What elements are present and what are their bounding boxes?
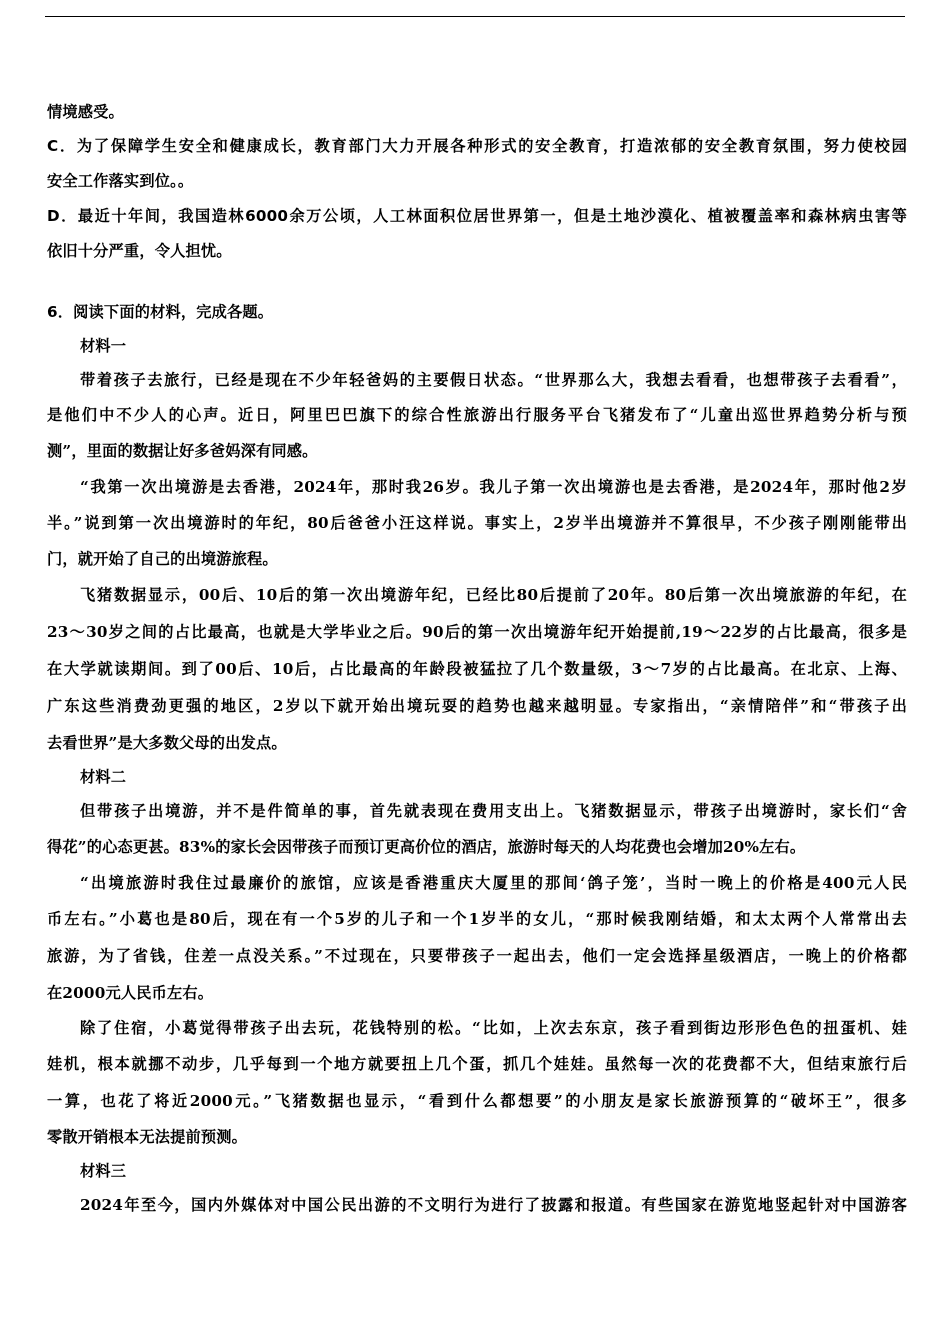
paragraph-line: 去看世界”是大多数父母的出发点。 — [47, 734, 287, 752]
paragraph-line: 在大学就读期间。到了00后、10后，占比最高的年龄段被猛拉了几个数量级，3～7岁的占比最高。在北京、上海、 — [47, 660, 907, 678]
paragraph-line: 2024年至今，国内外媒体对中国公民出游的不文明行为进行了披露和报道。有些国家在游览地竖起针对中国游客 — [80, 1196, 907, 1214]
material-label: 材料三 — [80, 1162, 127, 1180]
paragraph-line: 广东这些消费劲更强的地区，2岁以下就开始出境玩耍的趋势也越来越明显。专家指出，“亲情陪伴”和“带孩子出 — [47, 697, 907, 715]
material-label: 材料一 — [80, 337, 127, 355]
paragraph-line: 半。”说到第一次出境游时的年纪，80后爸爸小汪这样说。事实上，2岁半出境游并不算很早，不少孩子刚刚能带出 — [47, 514, 907, 532]
header-rule — [45, 16, 905, 17]
paragraph-line: 是他们中不少人的心声。近日，阿里巴巴旗下的综合性旅游出行服务平台飞猪发布了“儿童出巡世界趋势分析与预 — [47, 406, 907, 424]
paragraph-line: 除了住宿，小葛觉得带孩子出去玩，花钱特别的松。“比如，上次去东京，孩子看到街边形形色色的扭蛋机、娃 — [80, 1019, 907, 1037]
option-d-line: D．最近十年间，我国造林6000余万公顷，人工林面积位居世界第一，但是土地沙漠化、植被覆盖率和森林病虫害等 — [47, 207, 907, 225]
paragraph-line: “我第一次出境游是去香港，2024年，那时我26岁。我儿子第一次出境游也是去香港，是2024年，那时他2岁 — [80, 478, 907, 496]
paragraph-line: 旅游，为了省钱，住差一点没关系。”不过现在，只要带孩子一起出去，他们一定会选择星级酒店，一晚上的价格都 — [47, 947, 907, 965]
paragraph-line: 门，就开始了自己的出境游旅程。 — [47, 550, 278, 568]
material-label: 材料二 — [80, 768, 127, 786]
paragraph-line: “出境旅游时我住过最廉价的旅馆，应该是香港重庆大厦里的那间‘鸽子笼’，当时一晚上的价格是400元人民 — [80, 874, 907, 892]
paragraph-line: 得花”的心态更甚。83%的家长会因带孩子而预订更高价位的酒店，旅游时每天的人均花费也会增加20%左右。 — [47, 838, 806, 856]
paragraph-line: 一算，也花了将近2000元。”飞猪数据也显示，“看到什么都想要”的小朋友是家长旅游预算的“破坏王”，很多 — [47, 1092, 907, 1110]
text-line: 依旧十分严重，令人担忧。 — [47, 242, 232, 260]
question-heading: 6．阅读下面的材料，完成各题。 — [47, 303, 274, 321]
text-line: 情境感受。 — [47, 103, 124, 121]
text-line: 安全工作落实到位。。 — [47, 172, 194, 190]
paragraph-line: 带着孩子去旅行，已经是现在不少年轻爸妈的主要假日状态。“世界那么大，我想去看看，也想带孩子去看看”， — [80, 371, 907, 389]
paragraph-line: 娃机，根本就挪不动步，几乎每到一个地方就要扭上几个蛋，抓几个娃娃。虽然每一次的花费都不大，但结束旅行后 — [47, 1055, 907, 1073]
paragraph-line: 测”，里面的数据让好多爸妈深有同感。 — [47, 442, 318, 460]
paragraph-line: 23～30岁之间的占比最高，也就是大学毕业之后。90后的第一次出境游年纪开始提前,19～22岁的占比最高，很多是 — [47, 623, 907, 641]
paragraph-line: 但带孩子出境游，并不是件简单的事，首先就表现在费用支出上。飞猪数据显示，带孩子出境游时，家长们“舍 — [80, 802, 907, 820]
paragraph-line: 零散开销根本无法提前预测。 — [47, 1128, 248, 1146]
paragraph-line: 在2000元人民币左右。 — [47, 984, 214, 1002]
paragraph-line: 币左右。”小葛也是80后，现在有一个5岁的儿子和一个1岁半的女儿，“那时候我刚结婚，和太太两个人常常出去 — [47, 910, 907, 928]
paragraph-line: 飞猪数据显示，00后、10后的第一次出境游年纪，已经比80后提前了20年。80后第一次出境旅游的年纪，在 — [80, 586, 907, 604]
option-c-line: C．为了保障学生安全和健康成长，教育部门大力开展各种形式的安全教育，打造浓郁的安全教育氛围，努力使校园 — [47, 137, 907, 155]
